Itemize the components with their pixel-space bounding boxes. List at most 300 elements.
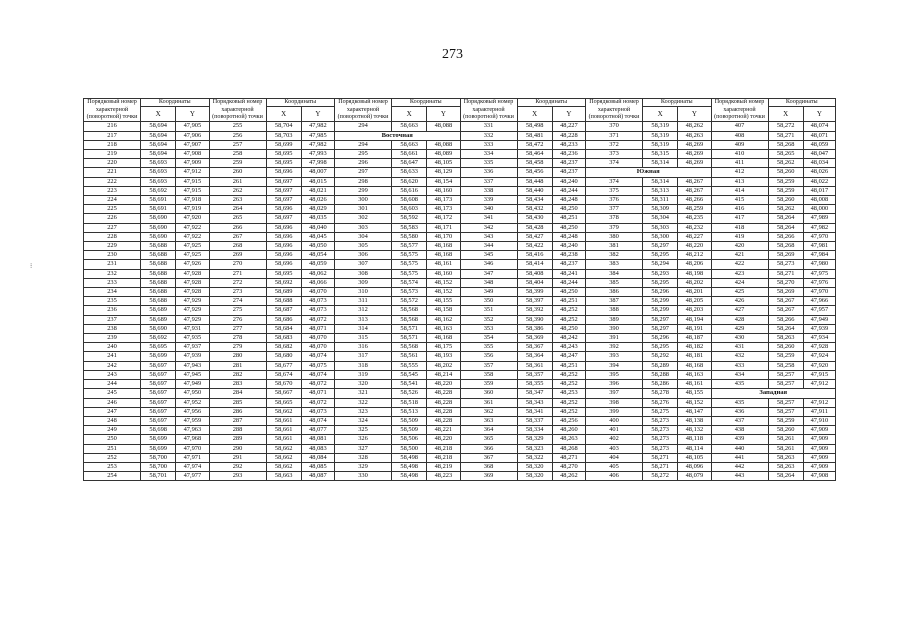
coordinates-header: Координаты (266, 99, 334, 107)
x-coordinate-cell: 58,695 (266, 159, 301, 168)
x-coordinate-cell: 58,264 (768, 324, 803, 333)
y-coordinate-cell: 47,928 (176, 278, 209, 287)
point-number-cell: 410 (711, 150, 768, 159)
x-coordinate-cell: 58,690 (141, 232, 176, 241)
point-number-cell: 435 (711, 380, 768, 389)
point-number-cell: 304 (335, 232, 392, 241)
x-header: X (141, 107, 176, 122)
table-row (84, 407, 836, 416)
point-number-cell: 428 (711, 315, 768, 324)
x-coordinate-cell: 58,266 (768, 315, 803, 324)
x-coordinate-cell: 58,261 (768, 444, 803, 453)
table-row (84, 472, 836, 481)
point-number-cell: 404 (586, 453, 643, 462)
x-coordinate-cell: 58,269 (768, 251, 803, 260)
x-coordinate-cell: 58,297 (643, 324, 678, 333)
x-coordinate-cell: 58,296 (643, 334, 678, 343)
point-number-cell: 312 (335, 306, 392, 315)
point-number-cell: 231 (84, 260, 141, 269)
point-number-cell: 389 (586, 315, 643, 324)
y-coordinate-cell: 48,071 (803, 131, 835, 140)
y-coordinate-cell: 48,263 (678, 131, 711, 140)
x-coordinate-cell: 58,688 (266, 297, 301, 306)
point-number-cell: 335 (460, 159, 517, 168)
point-number-cell: 315 (335, 334, 392, 343)
point-number-cell: 437 (711, 416, 768, 425)
x-coordinate-cell: 58,257 (768, 407, 803, 416)
y-coordinate-cell: 48,242 (552, 334, 585, 343)
y-coordinate-cell: 48,267 (678, 186, 711, 195)
x-coordinate-cell: 58,518 (392, 398, 427, 407)
point-number-cell: 442 (711, 462, 768, 471)
y-coordinate-cell: 48,073 (301, 306, 334, 315)
point-number-cell: 350 (460, 297, 517, 306)
y-coordinate-cell: 48,070 (301, 288, 334, 297)
y-coordinate-cell: 48,129 (427, 168, 460, 177)
y-coordinate-cell: 48,071 (301, 324, 334, 333)
x-coordinate-cell: 58,616 (392, 186, 427, 195)
y-coordinate-cell: 48,181 (678, 352, 711, 361)
x-coordinate-cell: 58,313 (643, 186, 678, 195)
point-number-cell: 391 (586, 334, 643, 343)
y-coordinate-cell: 48,168 (427, 251, 460, 260)
y-coordinate-cell: 48,252 (552, 315, 585, 324)
x-coordinate-cell: 58,686 (266, 315, 301, 324)
x-coordinate-cell: 58,456 (517, 168, 552, 177)
y-coordinate-cell: 47,939 (176, 352, 209, 361)
y-coordinate-cell: 48,008 (803, 196, 835, 205)
x-coordinate-cell: 58,300 (643, 232, 678, 241)
table-row (84, 416, 836, 425)
point-number-cell: 425 (711, 288, 768, 297)
y-coordinate-cell: 48,244 (552, 186, 585, 195)
point-number-cell: 347 (460, 269, 517, 278)
point-number-cell: 408 (711, 131, 768, 140)
x-coordinate-cell: 58,464 (517, 150, 552, 159)
y-coordinate-cell: 47,907 (176, 140, 209, 149)
point-number-cell: 264 (209, 205, 266, 214)
y-coordinate-cell: 47,912 (176, 168, 209, 177)
point-number-cell: 295 (335, 150, 392, 159)
y-coordinate-cell: 48,182 (678, 343, 711, 352)
y-coordinate-cell: 48,206 (678, 260, 711, 269)
y-coordinate-cell: 48,232 (678, 223, 711, 232)
y-coordinate-cell: 48,168 (678, 361, 711, 370)
point-number-cell: 285 (209, 398, 266, 407)
point-number-cell: 323 (335, 407, 392, 416)
x-coordinate-cell: 58,481 (517, 131, 552, 140)
y-coordinate-cell: 48,074 (301, 352, 334, 361)
y-header: Y (427, 107, 460, 122)
point-number-cell: 252 (84, 453, 141, 462)
x-coordinate-cell: 58,267 (768, 306, 803, 315)
y-coordinate-cell: 48,160 (427, 269, 460, 278)
x-coordinate-cell: 58,661 (266, 426, 301, 435)
point-number-cell: 346 (460, 260, 517, 269)
y-coordinate-cell: 47,970 (176, 444, 209, 453)
point-number-cell: 246 (84, 398, 141, 407)
point-number-cell: 374 (586, 177, 643, 186)
y-coordinate-cell: 47,931 (176, 324, 209, 333)
point-number-cell: 399 (586, 407, 643, 416)
point-number-cell: 233 (84, 278, 141, 287)
x-coordinate-cell: 58,603 (392, 205, 427, 214)
x-coordinate-cell: 58,662 (266, 407, 301, 416)
y-coordinate-cell: 47,915 (176, 186, 209, 195)
y-coordinate-cell: 48,168 (427, 334, 460, 343)
y-coordinate-cell: 47,985 (301, 131, 334, 140)
coordinates-header: Координаты (643, 99, 711, 107)
x-coordinate-cell: 58,688 (141, 251, 176, 260)
point-number-header: Порядковый номер характерной (поворотной) точки (84, 99, 141, 122)
y-coordinate-cell: 48,263 (552, 435, 585, 444)
x-coordinate-cell: 58,680 (266, 352, 301, 361)
table-row (84, 186, 836, 195)
point-number-cell: 330 (335, 472, 392, 481)
point-number-cell: 407 (711, 122, 768, 131)
y-coordinate-cell: 47,981 (803, 242, 835, 251)
x-coordinate-cell: 58,271 (768, 269, 803, 278)
x-coordinate-cell: 58,259 (768, 416, 803, 425)
point-number-cell: 368 (460, 462, 517, 471)
y-coordinate-cell: 48,221 (427, 426, 460, 435)
point-number-cell: 319 (335, 370, 392, 379)
y-coordinate-cell: 47,929 (176, 297, 209, 306)
point-number-cell: 256 (209, 131, 266, 140)
x-coordinate-cell: 58,430 (517, 214, 552, 223)
y-coordinate-cell: 48,198 (678, 269, 711, 278)
x-coordinate-cell: 58,506 (392, 435, 427, 444)
y-coordinate-cell: 48,105 (427, 159, 460, 168)
y-coordinate-cell: 48,087 (301, 472, 334, 481)
point-number-cell: 360 (460, 389, 517, 398)
point-number-cell: 257 (209, 140, 266, 149)
point-number-cell: 400 (586, 416, 643, 425)
y-coordinate-cell: 47,909 (176, 159, 209, 168)
point-number-cell: 374 (586, 159, 643, 168)
y-coordinate-cell: 48,017 (803, 186, 835, 195)
point-number-cell: 426 (711, 297, 768, 306)
point-number-cell: 271 (209, 269, 266, 278)
x-coordinate-cell: 58,386 (517, 324, 552, 333)
point-number-cell: 361 (460, 398, 517, 407)
point-number-cell: 242 (84, 361, 141, 370)
x-coordinate-cell: 58,577 (392, 242, 427, 251)
y-coordinate-cell: 48,266 (678, 196, 711, 205)
table-row (84, 380, 836, 389)
x-coordinate-cell: 58,580 (392, 232, 427, 241)
point-number-cell: 266 (209, 223, 266, 232)
point-number-cell: 314 (335, 324, 392, 333)
point-number-cell: 245 (84, 389, 141, 398)
x-coordinate-cell: 58,500 (392, 444, 427, 453)
x-coordinate-cell: 58,700 (141, 462, 176, 471)
y-coordinate-cell: 48,251 (552, 297, 585, 306)
y-coordinate-cell: 48,220 (427, 380, 460, 389)
y-coordinate-cell: 48,172 (427, 214, 460, 223)
x-coordinate-cell: 58,571 (392, 334, 427, 343)
point-number-cell: 222 (84, 177, 141, 186)
y-coordinate-cell: 47,915 (803, 370, 835, 379)
section-label: Восточная (335, 131, 461, 140)
point-number-cell: 270 (209, 260, 266, 269)
x-coordinate-cell: 58,692 (141, 186, 176, 195)
table-row (84, 426, 836, 435)
x-coordinate-cell: 58,545 (392, 370, 427, 379)
x-coordinate-cell: 58,689 (141, 306, 176, 315)
x-coordinate-cell: 58,288 (643, 370, 678, 379)
page-number: 273 (442, 47, 463, 62)
y-coordinate-cell: 48,074 (803, 122, 835, 131)
y-coordinate-cell: 48,152 (678, 398, 711, 407)
x-coordinate-cell: 58,697 (141, 361, 176, 370)
table-row (84, 242, 836, 251)
y-coordinate-cell: 48,155 (678, 389, 711, 398)
table-row (84, 232, 836, 241)
x-coordinate-cell: 58,697 (141, 407, 176, 416)
x-coordinate-cell: 58,397 (517, 297, 552, 306)
x-coordinate-cell: 58,699 (141, 352, 176, 361)
y-coordinate-cell: 48,170 (427, 232, 460, 241)
x-coordinate-cell: 58,661 (392, 150, 427, 159)
y-coordinate-cell: 47,920 (176, 214, 209, 223)
point-number-cell: 301 (335, 205, 392, 214)
x-coordinate-cell: 58,583 (392, 223, 427, 232)
point-number-cell: 226 (84, 214, 141, 223)
point-number-cell: 420 (711, 242, 768, 251)
y-coordinate-cell: 48,168 (427, 242, 460, 251)
point-number-cell: 336 (460, 168, 517, 177)
x-coordinate-cell: 58,337 (517, 416, 552, 425)
x-coordinate-cell: 58,526 (392, 389, 427, 398)
x-header: X (643, 107, 678, 122)
x-coordinate-cell: 58,278 (643, 389, 678, 398)
y-coordinate-cell: 47,922 (176, 232, 209, 241)
point-number-cell: 223 (84, 186, 141, 195)
y-coordinate-cell: 48,075 (301, 361, 334, 370)
point-number-cell: 282 (209, 370, 266, 379)
point-number-cell: 234 (84, 288, 141, 297)
point-number-cell: 398 (586, 398, 643, 407)
point-number-cell: 289 (209, 435, 266, 444)
x-coordinate-cell: 58,286 (643, 380, 678, 389)
point-number-cell: 401 (586, 426, 643, 435)
y-coordinate-cell: 48,007 (301, 168, 334, 177)
y-coordinate-cell: 47,968 (176, 435, 209, 444)
point-number-cell: 299 (335, 186, 392, 195)
x-coordinate-cell: 58,303 (643, 223, 678, 232)
y-coordinate-cell: 47,919 (176, 205, 209, 214)
x-coordinate-cell: 58,320 (517, 472, 552, 481)
scan-mark: ⁝ (30, 262, 33, 270)
x-coordinate-cell: 58,509 (392, 416, 427, 425)
x-coordinate-cell: 58,690 (141, 223, 176, 232)
x-coordinate-cell: 58,692 (266, 278, 301, 287)
y-coordinate-cell: 47,971 (176, 453, 209, 462)
point-number-cell: 265 (209, 214, 266, 223)
y-coordinate-cell: 48,228 (552, 131, 585, 140)
x-coordinate-cell: 58,688 (141, 260, 176, 269)
x-coordinate-cell: 58,697 (141, 416, 176, 425)
point-number-cell: 224 (84, 196, 141, 205)
x-coordinate-cell: 58,427 (517, 232, 552, 241)
point-number-cell: 409 (711, 140, 768, 149)
x-coordinate-cell: 58,268 (768, 242, 803, 251)
y-coordinate-cell: 47,963 (176, 426, 209, 435)
y-coordinate-cell: 48,237 (552, 260, 585, 269)
table-row (84, 297, 836, 306)
y-coordinate-cell: 47,959 (176, 416, 209, 425)
point-number-cell: 343 (460, 232, 517, 241)
table-row (84, 453, 836, 462)
table-row (84, 150, 836, 159)
x-coordinate-cell: 58,259 (768, 352, 803, 361)
x-header: X (517, 107, 552, 122)
point-number-cell: 293 (209, 472, 266, 481)
x-coordinate-cell: 58,299 (643, 306, 678, 315)
y-coordinate-cell: 48,193 (427, 352, 460, 361)
point-number-cell: 355 (460, 343, 517, 352)
table-row (84, 278, 836, 287)
x-coordinate-cell: 58,292 (643, 352, 678, 361)
point-number-cell: 366 (460, 444, 517, 453)
x-coordinate-cell: 58,701 (141, 472, 176, 481)
y-coordinate-cell: 48,088 (427, 122, 460, 131)
x-coordinate-cell: 58,693 (141, 159, 176, 168)
x-coordinate-cell: 58,275 (643, 407, 678, 416)
point-number-cell: 325 (335, 426, 392, 435)
y-coordinate-cell: 47,925 (176, 242, 209, 251)
y-coordinate-cell: 48,228 (427, 389, 460, 398)
x-coordinate-cell: 58,320 (517, 462, 552, 471)
point-number-cell: 341 (460, 214, 517, 223)
x-coordinate-cell: 58,674 (266, 370, 301, 379)
y-coordinate-cell: 47,939 (803, 324, 835, 333)
y-coordinate-cell: 48,228 (427, 416, 460, 425)
y-coordinate-cell: 48,262 (552, 472, 585, 481)
table-row (84, 122, 836, 131)
point-number-cell: 392 (586, 343, 643, 352)
y-header: Y (678, 107, 711, 122)
point-number-cell: 386 (586, 288, 643, 297)
y-coordinate-cell: 48,034 (803, 159, 835, 168)
x-coordinate-cell: 58,647 (392, 159, 427, 168)
y-coordinate-cell: 48,152 (427, 278, 460, 287)
table-row (84, 140, 836, 149)
point-number-cell: 262 (209, 186, 266, 195)
point-number-cell: 307 (335, 260, 392, 269)
table-row (84, 370, 836, 379)
point-number-cell: 273 (209, 288, 266, 297)
table-row (84, 315, 836, 324)
point-number-cell: 292 (209, 462, 266, 471)
x-coordinate-cell: 58,662 (266, 462, 301, 471)
x-coordinate-cell: 58,633 (392, 168, 427, 177)
y-coordinate-cell: 48,074 (301, 370, 334, 379)
point-number-cell: 373 (586, 150, 643, 159)
point-number-cell: 427 (711, 306, 768, 315)
x-coordinate-cell: 58,695 (266, 269, 301, 278)
y-coordinate-cell: 48,240 (552, 177, 585, 186)
x-coordinate-cell: 58,422 (517, 242, 552, 251)
point-number-cell: 244 (84, 380, 141, 389)
y-coordinate-cell: 48,202 (678, 278, 711, 287)
point-number-cell: 434 (711, 370, 768, 379)
x-coordinate-cell: 58,568 (392, 343, 427, 352)
y-coordinate-cell: 48,158 (427, 306, 460, 315)
y-coordinate-cell: 48,035 (301, 214, 334, 223)
y-coordinate-cell: 48,147 (678, 407, 711, 416)
point-number-cell: 269 (209, 251, 266, 260)
y-coordinate-cell: 47,926 (176, 260, 209, 269)
y-coordinate-cell: 48,161 (678, 380, 711, 389)
x-coordinate-cell: 58,568 (392, 306, 427, 315)
x-coordinate-cell: 58,273 (643, 426, 678, 435)
x-coordinate-cell: 58,670 (266, 380, 301, 389)
point-number-cell: 218 (84, 140, 141, 149)
point-number-header: Порядковый номер характерной (поворотной) точки (209, 99, 266, 122)
point-number-cell: 302 (335, 214, 392, 223)
point-number-cell: 388 (586, 306, 643, 315)
table-row (84, 398, 836, 407)
y-coordinate-cell: 48,223 (427, 472, 460, 481)
x-coordinate-cell: 58,264 (768, 214, 803, 223)
y-coordinate-cell: 48,029 (301, 205, 334, 214)
y-coordinate-cell: 48,073 (301, 297, 334, 306)
point-number-cell: 342 (460, 223, 517, 232)
y-coordinate-cell: 48,000 (803, 205, 835, 214)
point-number-cell: 240 (84, 343, 141, 352)
point-number-cell: 440 (711, 444, 768, 453)
x-coordinate-cell: 58,267 (768, 297, 803, 306)
x-coordinate-cell: 58,689 (266, 288, 301, 297)
y-coordinate-cell: 48,021 (301, 186, 334, 195)
point-number-cell: 247 (84, 407, 141, 416)
y-coordinate-cell: 48,118 (678, 435, 711, 444)
y-coordinate-cell: 48,240 (552, 242, 585, 251)
x-coordinate-cell: 58,322 (517, 453, 552, 462)
point-number-cell: 291 (209, 453, 266, 462)
y-coordinate-cell: 48,244 (552, 278, 585, 287)
y-coordinate-cell: 48,252 (552, 398, 585, 407)
x-coordinate-cell: 58,699 (141, 435, 176, 444)
y-coordinate-cell: 47,943 (176, 361, 209, 370)
y-coordinate-cell: 48,269 (678, 159, 711, 168)
y-coordinate-cell: 48,155 (427, 297, 460, 306)
x-coordinate-cell: 58,448 (517, 177, 552, 186)
x-coordinate-cell: 58,700 (141, 453, 176, 462)
y-coordinate-cell: 48,250 (552, 324, 585, 333)
y-coordinate-cell: 47,952 (176, 398, 209, 407)
point-number-cell: 438 (711, 426, 768, 435)
y-coordinate-cell: 47,966 (803, 297, 835, 306)
y-coordinate-cell: 47,928 (176, 288, 209, 297)
table-row (84, 306, 836, 315)
x-coordinate-cell: 58,271 (643, 462, 678, 471)
point-number-cell: 249 (84, 426, 141, 435)
y-coordinate-cell: 47,956 (176, 407, 209, 416)
y-coordinate-cell: 48,074 (301, 416, 334, 425)
y-coordinate-cell: 48,077 (301, 426, 334, 435)
y-coordinate-cell: 48,243 (552, 343, 585, 352)
point-number-cell: 352 (460, 315, 517, 324)
x-header: X (266, 107, 301, 122)
x-coordinate-cell: 58,257 (768, 370, 803, 379)
y-coordinate-cell: 48,066 (301, 278, 334, 287)
x-coordinate-cell: 58,329 (517, 435, 552, 444)
x-coordinate-cell: 58,416 (517, 251, 552, 260)
x-coordinate-cell: 58,258 (768, 361, 803, 370)
